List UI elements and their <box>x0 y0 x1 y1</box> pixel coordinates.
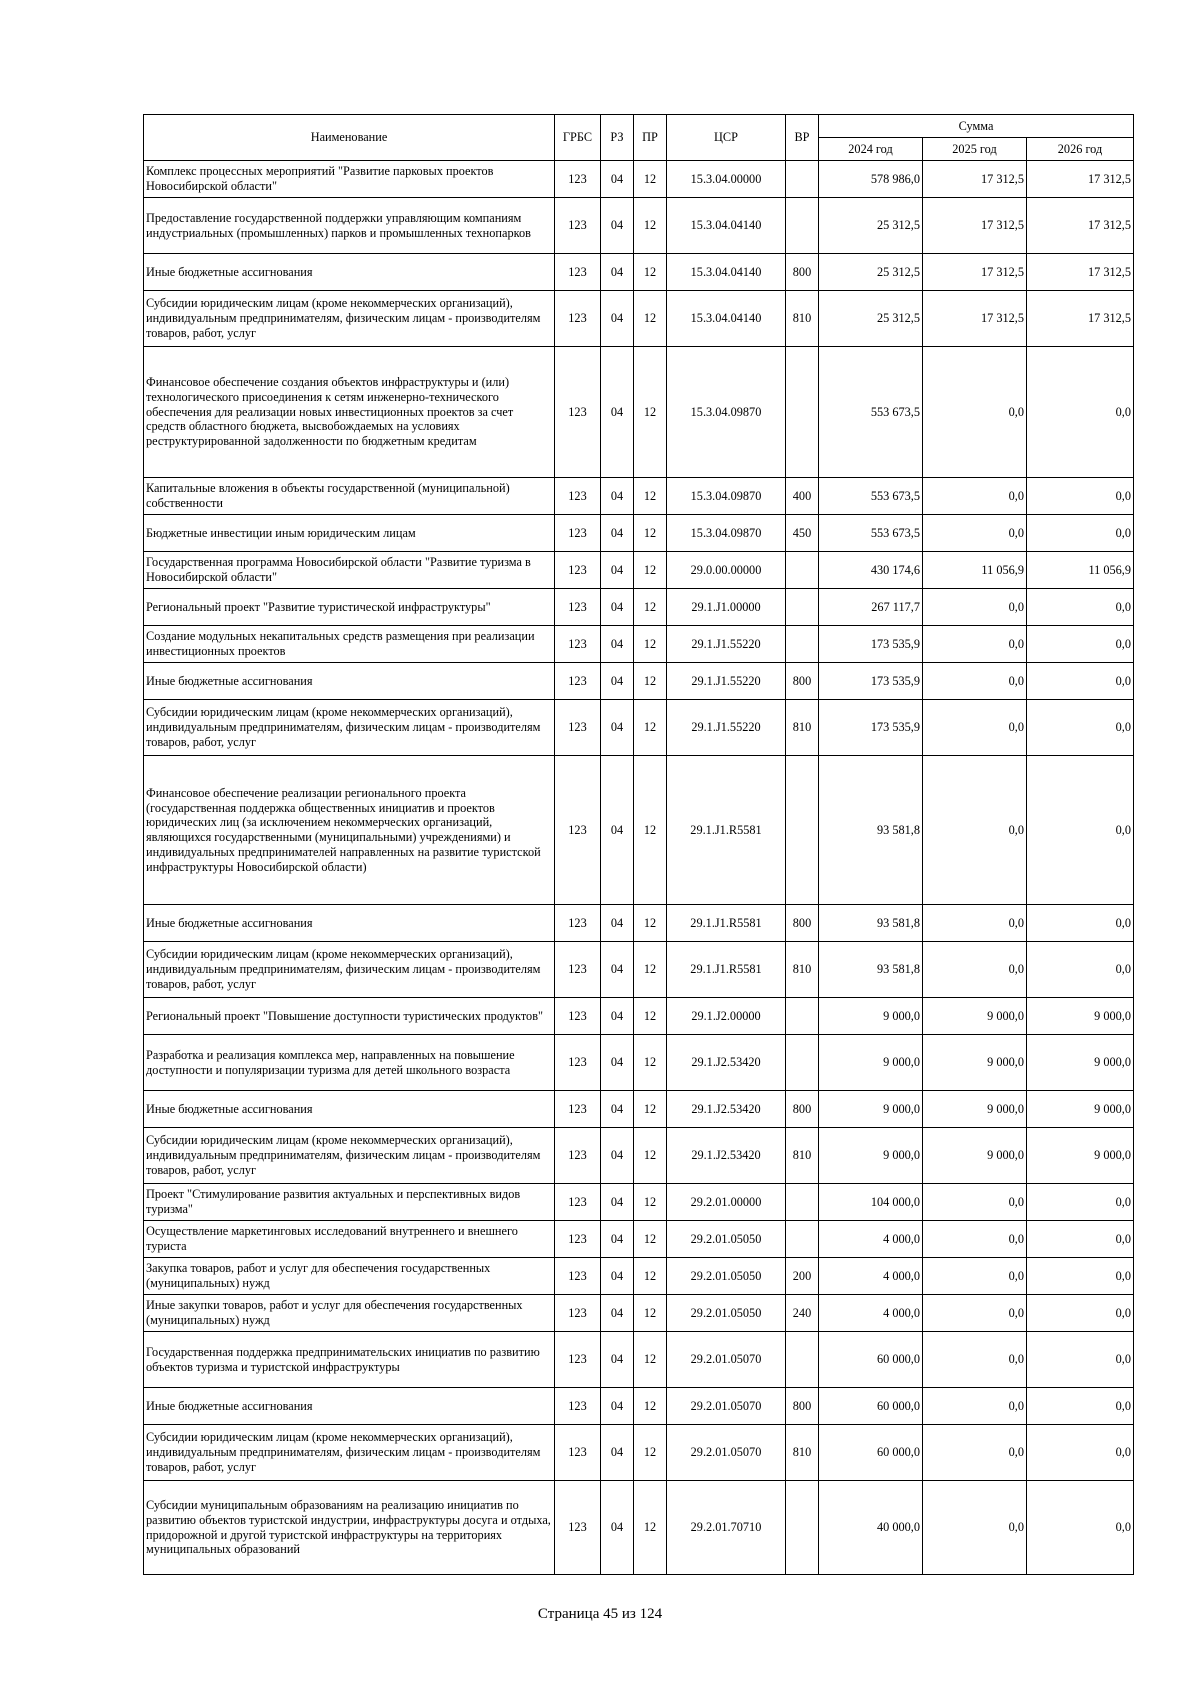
table-row <box>144 756 1134 905</box>
cell-csr: 29.2.01.05070 <box>667 1425 786 1481</box>
cell-y2025: 0,0 <box>923 478 1027 515</box>
cell-y2024: 9 000,0 <box>819 1035 923 1091</box>
table-row <box>144 1295 1134 1332</box>
cell-y2024: 9 000,0 <box>819 998 923 1035</box>
table-body <box>144 161 1134 1575</box>
cell-vr: 810 <box>786 700 819 756</box>
cell-grbs: 123 <box>555 942 601 998</box>
cell-y2026: 17 312,5 <box>1027 198 1134 254</box>
header-grbs: ГРБС <box>555 115 601 161</box>
cell-pr: 12 <box>634 161 667 198</box>
cell-y2026: 17 312,5 <box>1027 161 1134 198</box>
cell-pr: 12 <box>634 1425 667 1481</box>
cell-y2025: 0,0 <box>923 515 1027 552</box>
cell-y2024: 4 000,0 <box>819 1221 923 1258</box>
cell-y2026: 0,0 <box>1027 515 1134 552</box>
cell-y2026: 0,0 <box>1027 347 1134 478</box>
cell-vr <box>786 1184 819 1221</box>
cell-vr <box>786 347 819 478</box>
cell-csr: 15.3.04.04140 <box>667 254 786 291</box>
cell-rz: 04 <box>601 198 634 254</box>
table-row <box>144 1184 1134 1221</box>
cell-rz: 04 <box>601 161 634 198</box>
cell-y2025: 17 312,5 <box>923 291 1027 347</box>
cell-y2026: 0,0 <box>1027 942 1134 998</box>
cell-y2025: 0,0 <box>923 700 1027 756</box>
cell-y2024: 9 000,0 <box>819 1128 923 1184</box>
cell-grbs: 123 <box>555 1128 601 1184</box>
cell-vr: 800 <box>786 1388 819 1425</box>
cell-y2025: 0,0 <box>923 663 1027 700</box>
cell-pr: 12 <box>634 478 667 515</box>
cell-pr: 12 <box>634 291 667 347</box>
cell-y2025: 9 000,0 <box>923 1128 1027 1184</box>
table-row <box>144 515 1134 552</box>
cell-y2024: 173 535,9 <box>819 626 923 663</box>
cell-name: Государственная программа Новосибирской области "Развитие туризма в Новосибирской области" <box>144 552 555 589</box>
cell-y2025: 0,0 <box>923 942 1027 998</box>
cell-rz: 04 <box>601 1481 634 1575</box>
cell-y2024: 25 312,5 <box>819 254 923 291</box>
cell-pr: 12 <box>634 942 667 998</box>
cell-grbs: 123 <box>555 552 601 589</box>
cell-grbs: 123 <box>555 291 601 347</box>
table-row <box>144 478 1134 515</box>
cell-vr: 200 <box>786 1258 819 1295</box>
cell-csr: 29.1.J2.53420 <box>667 1128 786 1184</box>
cell-csr: 29.2.01.05070 <box>667 1388 786 1425</box>
cell-vr <box>786 998 819 1035</box>
cell-y2025: 17 312,5 <box>923 198 1027 254</box>
cell-y2026: 0,0 <box>1027 1258 1134 1295</box>
cell-name: Бюджетные инвестиции иным юридическим лицам <box>144 515 555 552</box>
table-row <box>144 1481 1134 1575</box>
cell-name: Иные бюджетные ассигнования <box>144 663 555 700</box>
cell-csr: 29.2.01.05050 <box>667 1295 786 1332</box>
cell-y2025: 0,0 <box>923 1481 1027 1575</box>
cell-rz: 04 <box>601 1425 634 1481</box>
cell-vr <box>786 1481 819 1575</box>
cell-vr: 800 <box>786 663 819 700</box>
cell-csr: 29.1.J2.53420 <box>667 1091 786 1128</box>
cell-pr: 12 <box>634 515 667 552</box>
cell-csr: 29.1.J1.R5581 <box>667 756 786 905</box>
cell-vr <box>786 1332 819 1388</box>
cell-csr: 29.1.J1.R5581 <box>667 942 786 998</box>
cell-y2025: 0,0 <box>923 1332 1027 1388</box>
cell-grbs: 123 <box>555 347 601 478</box>
cell-csr: 29.1.J1.00000 <box>667 589 786 626</box>
cell-pr: 12 <box>634 756 667 905</box>
cell-y2024: 267 117,7 <box>819 589 923 626</box>
cell-rz: 04 <box>601 515 634 552</box>
cell-name: Закупка товаров, работ и услуг для обеспечения государственных (муниципальных) нужд <box>144 1258 555 1295</box>
cell-y2026: 0,0 <box>1027 756 1134 905</box>
table-row <box>144 663 1134 700</box>
cell-rz: 04 <box>601 998 634 1035</box>
cell-y2024: 553 673,5 <box>819 347 923 478</box>
header-2024: 2024 год <box>819 138 923 161</box>
cell-name: Иные бюджетные ассигнования <box>144 254 555 291</box>
cell-y2024: 4 000,0 <box>819 1258 923 1295</box>
cell-pr: 12 <box>634 589 667 626</box>
cell-rz: 04 <box>601 1184 634 1221</box>
page-number: Страница 45 из 124 <box>537 1606 663 1622</box>
cell-vr <box>786 756 819 905</box>
cell-pr: 12 <box>634 347 667 478</box>
cell-y2024: 60 000,0 <box>819 1388 923 1425</box>
cell-grbs: 123 <box>555 998 601 1035</box>
table-row <box>144 998 1134 1035</box>
cell-csr: 29.0.00.00000 <box>667 552 786 589</box>
cell-name: Субсидии муниципальным образованиям на реализацию инициатив по развитию объектов туристской индустрии, инфраструктуры досуга и отдыха, придорожной и другой туристской инфраструктуры на территориях муниципальных образований <box>144 1481 555 1575</box>
table-row <box>144 1425 1134 1481</box>
cell-y2026: 0,0 <box>1027 1295 1134 1332</box>
cell-y2024: 173 535,9 <box>819 663 923 700</box>
cell-vr <box>786 198 819 254</box>
cell-y2024: 553 673,5 <box>819 478 923 515</box>
header-pr: ПР <box>634 115 667 161</box>
cell-pr: 12 <box>634 1388 667 1425</box>
cell-pr: 12 <box>634 1221 667 1258</box>
cell-name: Региональный проект "Повышение доступности туристических продуктов" <box>144 998 555 1035</box>
cell-y2026: 9 000,0 <box>1027 1091 1134 1128</box>
cell-vr: 800 <box>786 254 819 291</box>
cell-grbs: 123 <box>555 700 601 756</box>
cell-rz: 04 <box>601 942 634 998</box>
cell-csr: 15.3.04.04140 <box>667 291 786 347</box>
cell-rz: 04 <box>601 1091 634 1128</box>
cell-y2026: 0,0 <box>1027 626 1134 663</box>
cell-pr: 12 <box>634 700 667 756</box>
cell-name: Осуществление маркетинговых исследований внутреннего и внешнего туриста <box>144 1221 555 1258</box>
cell-y2024: 25 312,5 <box>819 291 923 347</box>
cell-grbs: 123 <box>555 626 601 663</box>
cell-pr: 12 <box>634 1091 667 1128</box>
cell-rz: 04 <box>601 1258 634 1295</box>
cell-grbs: 123 <box>555 1184 601 1221</box>
table-header <box>144 115 1134 161</box>
cell-y2024: 60 000,0 <box>819 1425 923 1481</box>
table-row <box>144 1035 1134 1091</box>
cell-y2024: 93 581,8 <box>819 905 923 942</box>
cell-y2025: 0,0 <box>923 1184 1027 1221</box>
cell-vr <box>786 552 819 589</box>
cell-rz: 04 <box>601 478 634 515</box>
cell-name: Субсидии юридическим лицам (кроме некоммерческих организаций), индивидуальным предпринимателям, физическим лицам - производителям товаров, работ, услуг <box>144 700 555 756</box>
cell-grbs: 123 <box>555 1091 601 1128</box>
cell-y2025: 9 000,0 <box>923 1035 1027 1091</box>
cell-name: Финансовое обеспечение создания объектов инфраструктуры и (или) технологического присоединения к сетям инженерно-технического обеспечения для реализации новых инвестиционных проектов за счет средств областного бюджета, высвобождаемых на условиях реструктурированной задолженности по бюджетным кредитам <box>144 347 555 478</box>
cell-grbs: 123 <box>555 756 601 905</box>
cell-y2025: 0,0 <box>923 1221 1027 1258</box>
cell-name: Иные закупки товаров, работ и услуг для обеспечения государственных (муниципальных) нужд <box>144 1295 555 1332</box>
cell-grbs: 123 <box>555 1258 601 1295</box>
cell-pr: 12 <box>634 1258 667 1295</box>
table-row <box>144 347 1134 478</box>
cell-y2025: 0,0 <box>923 1295 1027 1332</box>
cell-pr: 12 <box>634 552 667 589</box>
cell-pr: 12 <box>634 1295 667 1332</box>
cell-y2024: 173 535,9 <box>819 700 923 756</box>
cell-csr: 15.3.04.00000 <box>667 161 786 198</box>
cell-y2026: 0,0 <box>1027 1481 1134 1575</box>
table-row <box>144 905 1134 942</box>
cell-pr: 12 <box>634 663 667 700</box>
cell-y2024: 578 986,0 <box>819 161 923 198</box>
cell-vr: 800 <box>786 1091 819 1128</box>
cell-y2026: 0,0 <box>1027 1425 1134 1481</box>
cell-pr: 12 <box>634 1128 667 1184</box>
cell-csr: 29.2.01.05050 <box>667 1258 786 1295</box>
cell-vr: 810 <box>786 291 819 347</box>
cell-grbs: 123 <box>555 1332 601 1388</box>
cell-csr: 15.3.04.09870 <box>667 515 786 552</box>
cell-name: Разработка и реализация комплекса мер, направленных на повышение доступности и популяризации туризма для детей школьного возраста <box>144 1035 555 1091</box>
cell-y2026: 17 312,5 <box>1027 291 1134 347</box>
cell-grbs: 123 <box>555 515 601 552</box>
cell-vr: 810 <box>786 1425 819 1481</box>
cell-y2025: 0,0 <box>923 905 1027 942</box>
cell-name: Субсидии юридическим лицам (кроме некоммерческих организаций), индивидуальным предпринимателям, физическим лицам - производителям товаров, работ, услуг <box>144 291 555 347</box>
cell-pr: 12 <box>634 1035 667 1091</box>
cell-rz: 04 <box>601 663 634 700</box>
cell-y2024: 430 174,6 <box>819 552 923 589</box>
cell-csr: 29.1.J1.55220 <box>667 663 786 700</box>
cell-y2025: 0,0 <box>923 1258 1027 1295</box>
cell-name: Предоставление государственной поддержки управляющим компаниям индустриальных (промышленных) парков и промышленных технопарков <box>144 198 555 254</box>
cell-pr: 12 <box>634 998 667 1035</box>
cell-name: Иные бюджетные ассигнования <box>144 1388 555 1425</box>
cell-y2026: 0,0 <box>1027 1388 1134 1425</box>
cell-y2025: 0,0 <box>923 626 1027 663</box>
cell-vr: 400 <box>786 478 819 515</box>
budget-table <box>143 114 1134 1575</box>
table-row <box>144 1221 1134 1258</box>
cell-name: Региональный проект "Развитие туристической инфраструктуры" <box>144 589 555 626</box>
table-row <box>144 1091 1134 1128</box>
header-csr: ЦСР <box>667 115 786 161</box>
cell-name: Финансовое обеспечение реализации регионального проекта (государственная поддержка общественных инициатив и проектов юридических лиц (за исключением некоммерческих организаций, являющихся государственными (муниципальными) учреждениями) и индивидуальных предпринимателей направленных на развитие туристской инфраструктуры Новосибирской области) <box>144 756 555 905</box>
cell-grbs: 123 <box>555 161 601 198</box>
cell-name: Проект "Стимулирование развития актуальных и перспективных видов туризма" <box>144 1184 555 1221</box>
cell-grbs: 123 <box>555 1388 601 1425</box>
cell-vr: 800 <box>786 905 819 942</box>
cell-name: Капитальные вложения в объекты государственной (муниципальной) собственности <box>144 478 555 515</box>
cell-y2024: 553 673,5 <box>819 515 923 552</box>
cell-rz: 04 <box>601 1035 634 1091</box>
cell-y2026: 0,0 <box>1027 589 1134 626</box>
cell-pr: 12 <box>634 198 667 254</box>
cell-y2024: 25 312,5 <box>819 198 923 254</box>
cell-rz: 04 <box>601 552 634 589</box>
table-row <box>144 552 1134 589</box>
cell-grbs: 123 <box>555 1221 601 1258</box>
cell-y2024: 93 581,8 <box>819 756 923 905</box>
cell-y2026: 0,0 <box>1027 905 1134 942</box>
cell-csr: 29.2.01.70710 <box>667 1481 786 1575</box>
cell-grbs: 123 <box>555 1295 601 1332</box>
cell-y2025: 11 056,9 <box>923 552 1027 589</box>
cell-y2025: 0,0 <box>923 1388 1027 1425</box>
table-row <box>144 1128 1134 1184</box>
cell-vr <box>786 161 819 198</box>
cell-csr: 29.2.01.05050 <box>667 1221 786 1258</box>
cell-rz: 04 <box>601 1128 634 1184</box>
cell-vr <box>786 1035 819 1091</box>
cell-name: Субсидии юридическим лицам (кроме некоммерческих организаций), индивидуальным предпринимателям, физическим лицам - производителям товаров, работ, услуг <box>144 1128 555 1184</box>
cell-csr: 15.3.04.09870 <box>667 478 786 515</box>
cell-y2026: 9 000,0 <box>1027 1128 1134 1184</box>
cell-grbs: 123 <box>555 589 601 626</box>
table-row <box>144 1332 1134 1388</box>
cell-y2025: 17 312,5 <box>923 254 1027 291</box>
cell-csr: 15.3.04.04140 <box>667 198 786 254</box>
table-row <box>144 589 1134 626</box>
header-sum: Сумма <box>819 115 1134 138</box>
cell-y2024: 40 000,0 <box>819 1481 923 1575</box>
cell-y2024: 60 000,0 <box>819 1332 923 1388</box>
cell-y2025: 0,0 <box>923 1425 1027 1481</box>
cell-rz: 04 <box>601 1295 634 1332</box>
cell-y2026: 0,0 <box>1027 1332 1134 1388</box>
table-row <box>144 626 1134 663</box>
cell-grbs: 123 <box>555 1425 601 1481</box>
cell-pr: 12 <box>634 1184 667 1221</box>
cell-grbs: 123 <box>555 478 601 515</box>
cell-csr: 29.1.J1.55220 <box>667 626 786 663</box>
table-row <box>144 942 1134 998</box>
cell-grbs: 123 <box>555 1035 601 1091</box>
header-rz: РЗ <box>601 115 634 161</box>
table-row <box>144 1258 1134 1295</box>
cell-pr: 12 <box>634 626 667 663</box>
cell-name: Комплекс процессных мероприятий "Развитие парковых проектов Новосибирской области" <box>144 161 555 198</box>
cell-y2026: 0,0 <box>1027 700 1134 756</box>
cell-rz: 04 <box>601 1388 634 1425</box>
cell-y2025: 0,0 <box>923 347 1027 478</box>
table-row <box>144 161 1134 198</box>
table-row <box>144 1388 1134 1425</box>
cell-y2025: 0,0 <box>923 589 1027 626</box>
cell-vr: 810 <box>786 942 819 998</box>
cell-rz: 04 <box>601 291 634 347</box>
cell-csr: 29.1.J1.R5581 <box>667 905 786 942</box>
cell-rz: 04 <box>601 254 634 291</box>
cell-csr: 29.2.01.00000 <box>667 1184 786 1221</box>
cell-pr: 12 <box>634 254 667 291</box>
cell-grbs: 123 <box>555 198 601 254</box>
table-row <box>144 254 1134 291</box>
cell-y2025: 17 312,5 <box>923 161 1027 198</box>
cell-y2026: 0,0 <box>1027 1184 1134 1221</box>
cell-y2026: 17 312,5 <box>1027 254 1134 291</box>
cell-name: Иные бюджетные ассигнования <box>144 1091 555 1128</box>
cell-y2025: 9 000,0 <box>923 998 1027 1035</box>
cell-rz: 04 <box>601 905 634 942</box>
cell-csr: 29.1.J1.55220 <box>667 700 786 756</box>
cell-grbs: 123 <box>555 905 601 942</box>
cell-csr: 15.3.04.09870 <box>667 347 786 478</box>
cell-y2026: 0,0 <box>1027 663 1134 700</box>
header-2025: 2025 год <box>923 138 1027 161</box>
cell-csr: 29.1.J2.53420 <box>667 1035 786 1091</box>
cell-rz: 04 <box>601 589 634 626</box>
table-row <box>144 291 1134 347</box>
cell-rz: 04 <box>601 626 634 663</box>
cell-y2026: 9 000,0 <box>1027 998 1134 1035</box>
cell-grbs: 123 <box>555 1481 601 1575</box>
cell-name: Субсидии юридическим лицам (кроме некоммерческих организаций), индивидуальным предпринимателям, физическим лицам - производителям товаров, работ, услуг <box>144 942 555 998</box>
cell-vr: 810 <box>786 1128 819 1184</box>
cell-y2026: 9 000,0 <box>1027 1035 1134 1091</box>
cell-vr <box>786 589 819 626</box>
cell-y2026: 0,0 <box>1027 478 1134 515</box>
cell-name: Субсидии юридическим лицам (кроме некоммерческих организаций), индивидуальным предпринимателям, физическим лицам - производителям товаров, работ, услуг <box>144 1425 555 1481</box>
table-row <box>144 198 1134 254</box>
cell-y2025: 0,0 <box>923 756 1027 905</box>
cell-rz: 04 <box>601 1221 634 1258</box>
cell-y2024: 104 000,0 <box>819 1184 923 1221</box>
cell-name: Создание модульных некапитальных средств размещения при реализации инвестиционных проектов <box>144 626 555 663</box>
cell-grbs: 123 <box>555 663 601 700</box>
cell-name: Иные бюджетные ассигнования <box>144 905 555 942</box>
cell-pr: 12 <box>634 1332 667 1388</box>
cell-y2024: 9 000,0 <box>819 1091 923 1128</box>
cell-name: Государственная поддержка предпринимательских инициатив по развитию объектов туризма и туристской инфраструктуры <box>144 1332 555 1388</box>
cell-vr <box>786 626 819 663</box>
cell-rz: 04 <box>601 347 634 478</box>
cell-rz: 04 <box>601 756 634 905</box>
cell-pr: 12 <box>634 1481 667 1575</box>
cell-rz: 04 <box>601 1332 634 1388</box>
header-name: Наименование <box>144 115 555 161</box>
cell-y2024: 93 581,8 <box>819 942 923 998</box>
cell-rz: 04 <box>601 700 634 756</box>
cell-csr: 29.1.J2.00000 <box>667 998 786 1035</box>
cell-y2026: 0,0 <box>1027 1221 1134 1258</box>
cell-vr: 240 <box>786 1295 819 1332</box>
table-row <box>144 700 1134 756</box>
cell-pr: 12 <box>634 905 667 942</box>
cell-grbs: 123 <box>555 254 601 291</box>
header-vr: ВР <box>786 115 819 161</box>
cell-vr <box>786 1221 819 1258</box>
cell-y2024: 4 000,0 <box>819 1295 923 1332</box>
cell-y2025: 9 000,0 <box>923 1091 1027 1128</box>
cell-csr: 29.2.01.05070 <box>667 1332 786 1388</box>
header-2026: 2026 год <box>1027 138 1134 161</box>
cell-y2026: 11 056,9 <box>1027 552 1134 589</box>
cell-vr: 450 <box>786 515 819 552</box>
